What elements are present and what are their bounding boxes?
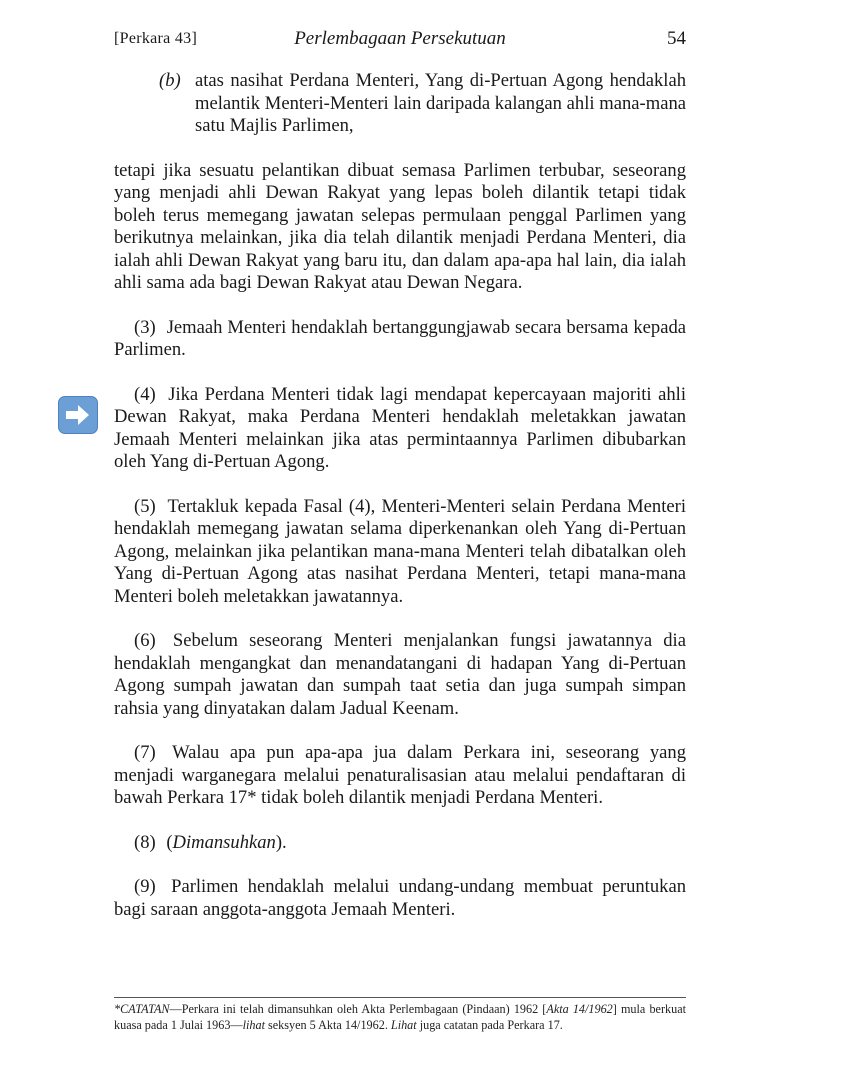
footnote-text: ] mula berkuat kuasa pada 1 Julai 1963—: [114, 1002, 686, 1032]
clause-9: [114, 876, 686, 921]
right-arrow-icon-glyph: [59, 397, 97, 433]
clause-text: Sebelum seseorang Menteri menjalankan fungsi jawatannya dia hendaklah mengangkat dan menandatangani di hadapan Yang di-Pertuan Agong sumpah jawatan dan sumpah taat setia dan juga sumpah simpan rahsia yang dinyatakan dalam Jadual Keenam.: [114, 630, 686, 719]
clause-text: Tertakluk kepada Fasal (4), Menteri-Menteri selain Perdana Menteri hendaklah memegang jawatan selama diperkenankan oleh Yang di-Pertuan Agong, melainkan jika pelantikan mana-mana Menteri telah dibatalkan oleh Yang di-Pertuan Agong atas nasihat Perdana Menteri, tetapi mana-mana Menteri boleh meletakkan jawatannya.: [114, 495, 686, 607]
item-b-marker: (b): [159, 70, 181, 91]
clause-5: [114, 496, 686, 609]
page-number: 54: [667, 28, 686, 49]
clause-text: Walau apa pun apa-apa jua dalam Perkara ini, seseorang yang menjadi warganegara melalui penaturalisasian atau melalui pendaftaran di bawah Perkara 17* tidak boleh dilantik menjadi Perdana Menteri.: [114, 742, 687, 808]
footnote-divider: [114, 997, 686, 998]
page-header: [114, 28, 686, 54]
clause-text: Parlimen hendaklah melalui undang-undang membuat peruntukan bagi saraan anggota-anggota Jemaah Menteri.: [114, 876, 686, 920]
footnote-label: *CATATAN: [114, 1002, 170, 1016]
footnote-lihat: lihat: [242, 1017, 265, 1032]
continuation-paragraph: tetapi jika sesuatu pelantikan dibuat semasa Parlimen terbubar, seseorang yang menjadi ahli Dewan Rakyat yang lepas boleh dilantik tetapi tidak boleh terus memegang jawatan selepas permulaan penggal Parlimen yang berikutnya melainkan, jika dia telah dilantik menjadi Perdana Menteri, dia ialah ahli Dewan Rakyat yang baru itu, dan dalam apa-apa hal lain, dia ialah ahli sama ada bagi Dewan Rakyat atau Dewan Negara.: [114, 159, 686, 293]
document-body: [114, 70, 686, 943]
right-arrow-icon[interactable]: [58, 396, 98, 434]
clause-text-italic: Dimansuhkan: [172, 831, 276, 853]
clause-number: (3): [134, 316, 156, 338]
item-b: [114, 70, 686, 138]
clause-text: Jemaah Menteri hendaklah bertanggungjawab secara bersama kepada Parlimen.: [114, 316, 686, 360]
footnote-text: seksyen 5 Akta 14/1962.: [264, 1017, 391, 1032]
clause-number: (9): [134, 876, 156, 897]
footnote-text: juga catatan pada Perkara 17.: [416, 1017, 563, 1032]
clause-6: [114, 630, 686, 720]
footnote-act-ref: Akta 14/1962: [546, 1002, 613, 1016]
clause-3: [114, 317, 686, 362]
footnote: [114, 1002, 686, 1033]
clause-number: (6): [134, 630, 156, 651]
clause-number: (8): [134, 831, 156, 853]
clause-4: [114, 384, 686, 474]
clause-number: (4): [134, 383, 156, 405]
footnote-text: —Perkara ini telah dimansuhkan oleh Akta Perlembagaan (Pindaan) 1962 [: [169, 1002, 547, 1016]
item-b-text: atas nasihat Perdana Menteri, Yang di-Pertuan Agong hendaklah melantik Menteri-Menteri lain daripada kalangan ahli mana-mana satu Majlis Parlimen,: [195, 70, 686, 136]
clause-text: Jika Perdana Menteri tidak lagi mendapat kepercayaan majoriti ahli Dewan Rakyat, maka Perdana Menteri hendaklah meletakkan jawatan Jemaah Menteri melainkan jika atas permintaannya Parlimen dibubarkan oleh Yang di-Pertuan Agong.: [114, 383, 686, 472]
footnote-lihat: Lihat: [390, 1017, 417, 1032]
clause-7: [114, 742, 686, 810]
clause-number: (7): [134, 742, 156, 763]
clause-text-close: ).: [275, 831, 287, 853]
clause-text-open: (: [166, 831, 173, 853]
clause-number: (5): [134, 495, 156, 517]
clause-8: [114, 832, 686, 855]
part-reference: [Perkara 43]: [114, 30, 198, 47]
page-title: Perlembagaan Persekutuan: [294, 28, 506, 49]
